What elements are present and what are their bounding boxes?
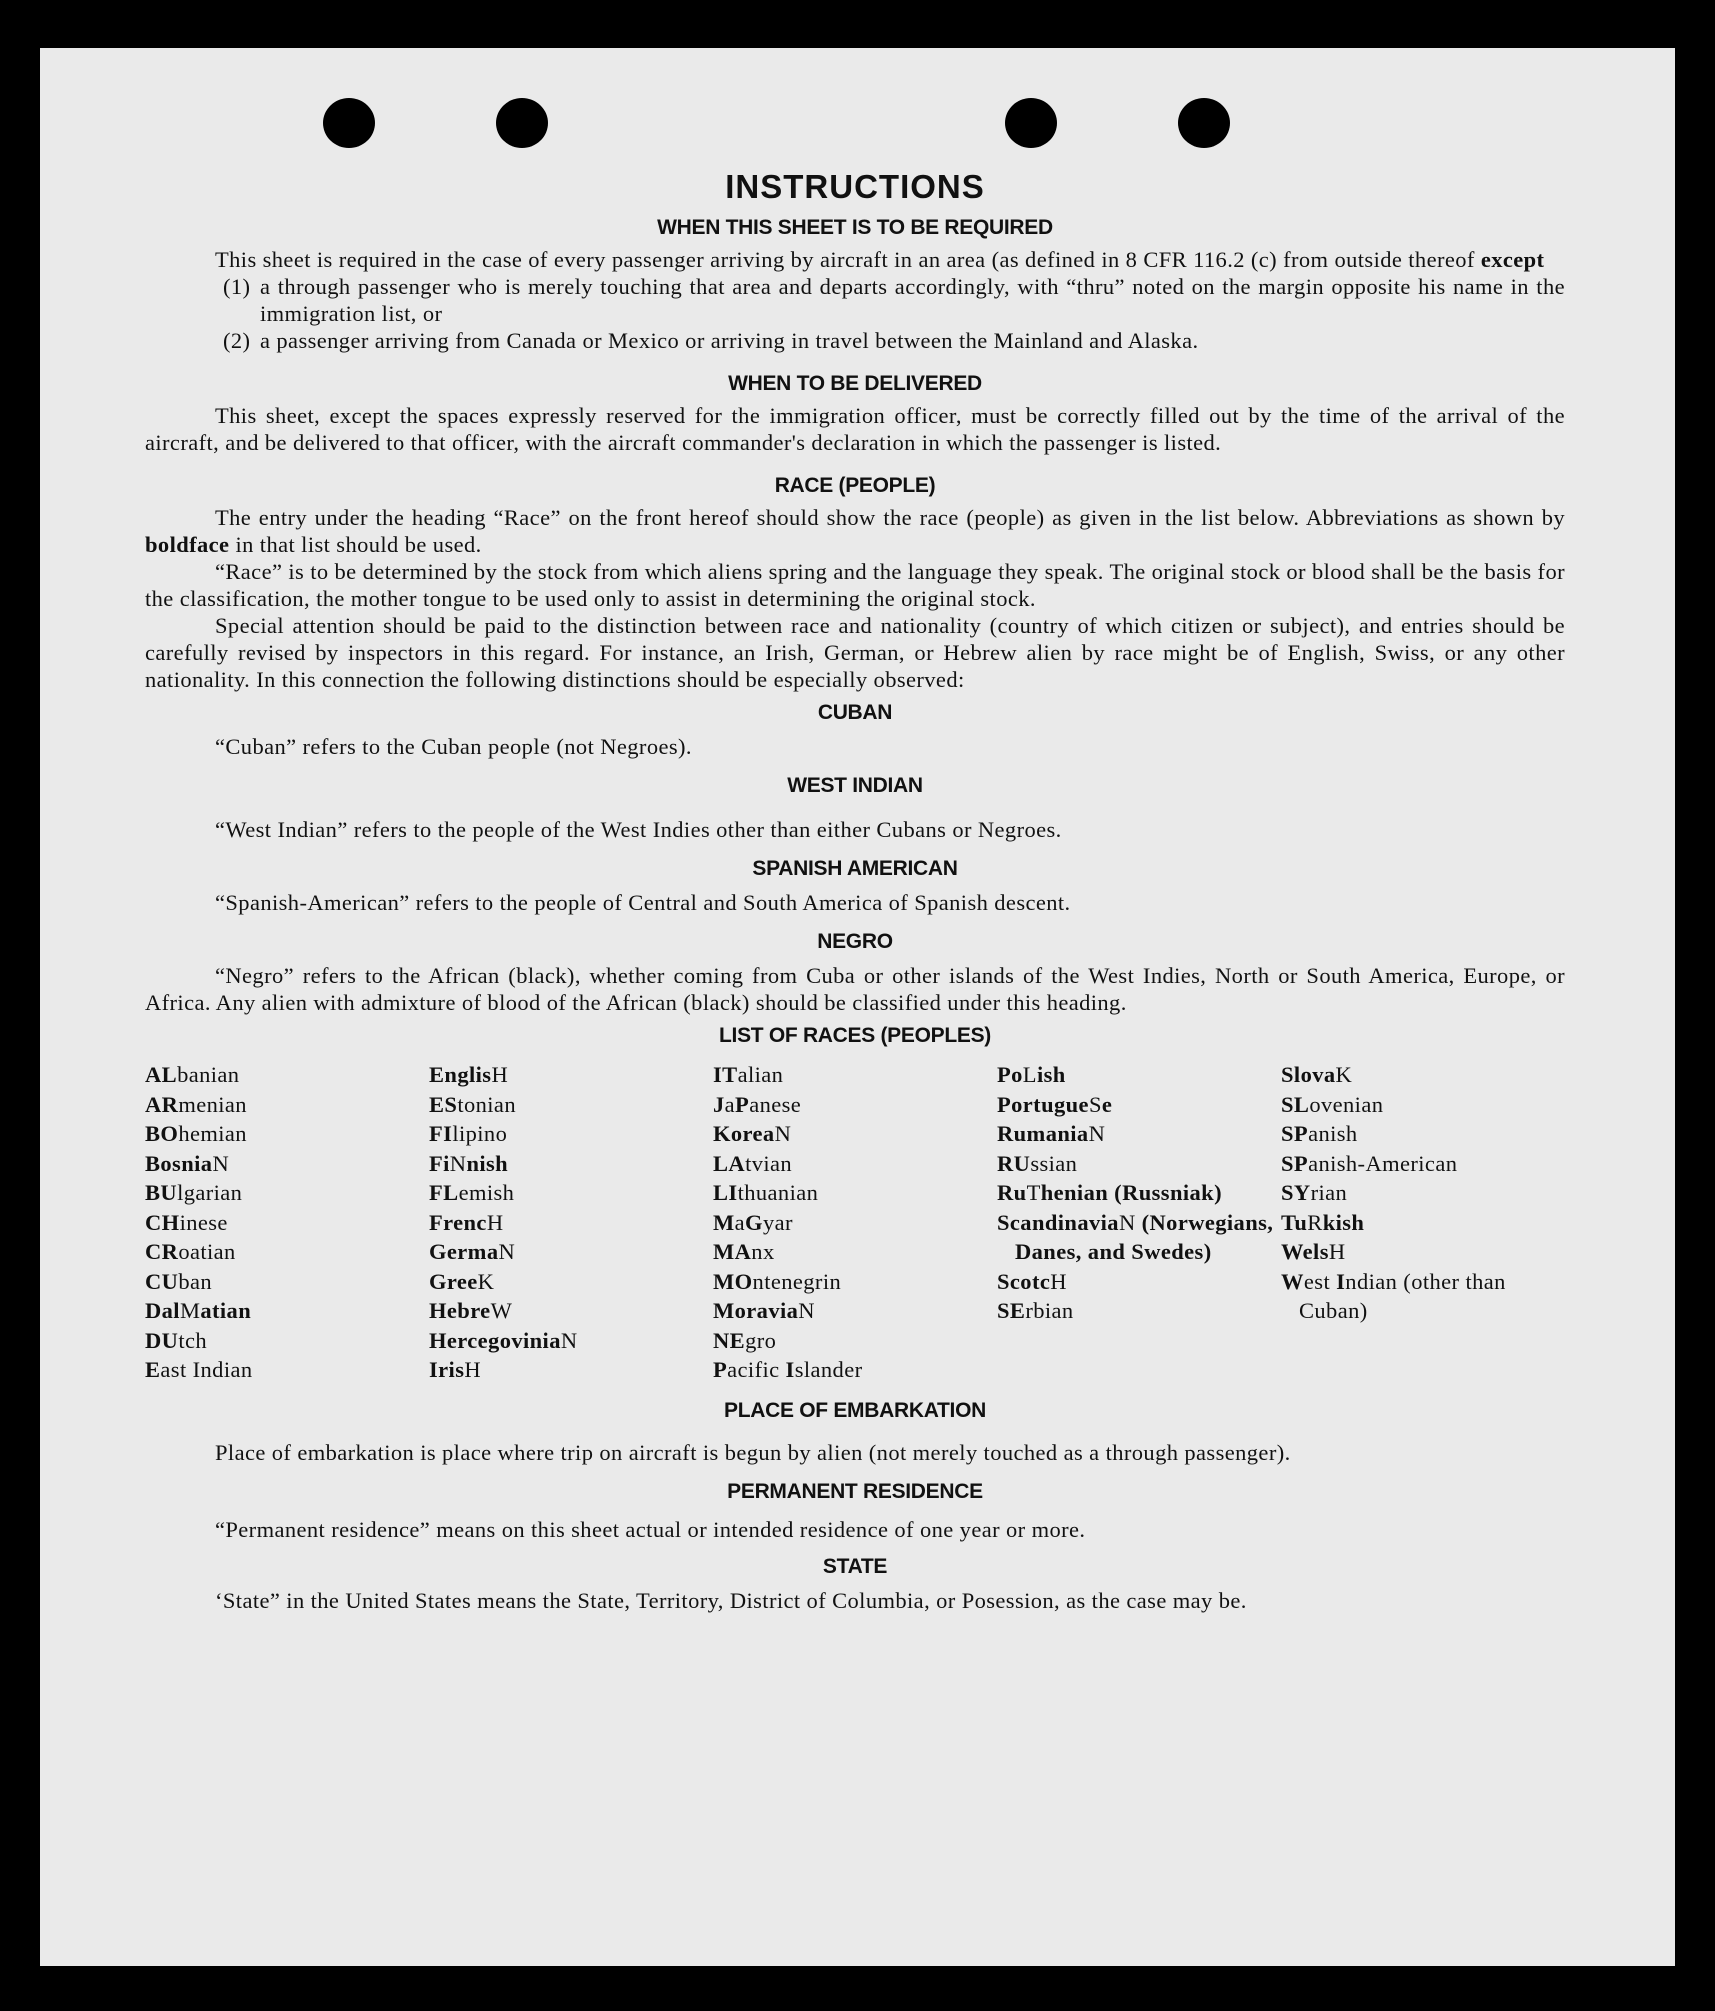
west-indian-text: “West Indian” refers to the people of the West Indies other than either Cubans or Negroes. xyxy=(215,817,1062,842)
race-list-item: TuRkish xyxy=(1281,1209,1365,1235)
race-list-item: SLovenian xyxy=(1281,1091,1384,1117)
instructions-content xyxy=(145,168,1565,1614)
race-list-item: LAtvian xyxy=(713,1150,793,1176)
punch-hole xyxy=(323,98,375,148)
race-list-item: West Indian (other than Cuban) xyxy=(1281,1268,1506,1323)
heading-embarkation: PLACE OF EMBARKATION xyxy=(724,1398,986,1422)
punch-hole xyxy=(1005,98,1057,148)
race-list-item: DalMatian xyxy=(145,1298,252,1323)
race-list-item: MaGyar xyxy=(713,1209,793,1235)
race-list-item: DUtch xyxy=(145,1327,208,1353)
heading-west-indian: WEST INDIAN xyxy=(787,774,923,797)
heading-list-of-races: LIST OF RACES (PEOPLES) xyxy=(719,1024,991,1047)
when-required-intro: This sheet is required in the case of every passenger arriving by aircraft in an area (as defined in 8 CFR 116.2 (c) from outside thereof except xyxy=(215,247,1545,272)
race-list-item: MAnx xyxy=(713,1239,775,1264)
race-list-item: PortugueSe xyxy=(997,1091,1113,1117)
race-list-item: BosniaN xyxy=(145,1150,230,1176)
exception-item-2: (2) a passenger arriving from Canada or Mexico or arriving in travel between the Mainland and Alaska. xyxy=(223,328,1199,353)
race-list-item: HercegoviniaN xyxy=(429,1327,578,1353)
race-paragraph-2: “Race” is to be determined by the stock from which aliens spring and the language they speak. The original stock or blood shall be the basis for the classification, the mother tongue to be used only to assist in determining the original stock. xyxy=(145,559,1565,611)
race-list-item: LIthuanian xyxy=(713,1180,819,1205)
spanish-american-text: “Spanish-American” refers to the people of Central and South America of Spanish descent. xyxy=(215,890,1071,915)
page-title: INSTRUCTIONS xyxy=(725,168,985,205)
race-list-item: IrisH xyxy=(429,1357,482,1382)
race-list-item: GreeK xyxy=(429,1268,495,1294)
exception-item-1: (1) a through passenger who is merely touching that area and departs accordingly, with “thru” noted on the margin opposite his name in the immigration list, or xyxy=(223,274,1565,326)
heading-state: STATE xyxy=(822,1554,888,1578)
race-column xyxy=(1281,1060,1565,1385)
heading-when-delivered: WHEN TO BE DELIVERED xyxy=(728,372,982,395)
race-paragraph-3: Special attention should be paid to the distinction between race and nationality (country of which citizen or subject), and entries should be carefully revised by inspectors in this regard. For instance, an Irish, German, or Hebrew alien by race might be of English, Swiss, or any other nationality. In this connection the following distinctions should be especially observed: xyxy=(145,613,1565,692)
race-list-item: HebreW xyxy=(429,1298,513,1323)
race-list-item: KoreaN xyxy=(713,1121,792,1146)
negro-text: “Negro” refers to the African (black), whether coming from Cuba or other islands of the West Indies, North or South America, Europe, or Africa. Any alien with admixture of blood of the African (black) should be classified under this heading. xyxy=(145,963,1565,1015)
when-delivered-text: This sheet, except the spaces expressly reserved for the immigration officer, must be correctly filled out by the time of the arrival of the aircraft, and be delivered to that officer, with the aircraft commander's declaration in which the passenger is listed. xyxy=(145,403,1565,455)
race-list-item: East Indian xyxy=(145,1357,253,1382)
race-list xyxy=(145,1060,1565,1385)
race-list-item: RUssian xyxy=(997,1150,1078,1176)
race-list-item: ARmenian xyxy=(145,1091,247,1117)
race-list-item: ScandinaviaN (Norwegians, Danes, and Swedes) xyxy=(997,1209,1274,1264)
race-list-item: SErbian xyxy=(997,1298,1074,1323)
race-list-item: GermaN xyxy=(429,1239,516,1264)
race-list-item: MoraviaN xyxy=(713,1298,815,1323)
heading-cuban: CUBAN xyxy=(817,701,893,724)
punch-hole xyxy=(1178,98,1230,148)
race-list-item: PoLish xyxy=(997,1062,1066,1087)
race-list-item: Pacific Islander xyxy=(713,1357,863,1382)
race-list-item: JaPanese xyxy=(713,1091,802,1117)
race-list-item: CHinese xyxy=(145,1209,228,1235)
race-list-item: MOntenegrin xyxy=(713,1268,842,1294)
race-list-item: EStonian xyxy=(429,1091,516,1117)
race-column xyxy=(713,1060,997,1385)
heading-spanish-american: SPANISH AMERICAN xyxy=(752,857,958,880)
race-list-item: RumaniaN xyxy=(997,1121,1106,1146)
heading-race: RACE (PEOPLE) xyxy=(774,474,936,497)
race-list-item: SYrian xyxy=(1281,1180,1348,1205)
heading-permanent-residence: PERMANENT RESIDENCE xyxy=(727,1479,983,1503)
race-list-item: SlovaK xyxy=(1281,1062,1353,1087)
race-list-item: CRoatian xyxy=(145,1239,236,1264)
state-text: ‘State” in the United States means the State, Territory, District of Columbia, or Posession, as the case may be. xyxy=(215,1587,1247,1613)
race-list-item: FrencH xyxy=(429,1209,504,1235)
permanent-residence-text: “Permanent residence” means on this sheet actual or intended residence of one year or more. xyxy=(215,1516,1086,1542)
race-list-item: CUban xyxy=(145,1268,212,1294)
race-list-item: BUlgarian xyxy=(145,1180,243,1205)
race-list-item: FIlipino xyxy=(429,1121,508,1146)
embarkation-text: Place of embarkation is place where trip on aircraft is begun by alien (not merely touched as a through passenger). xyxy=(215,1439,1291,1465)
race-list-item: WelsH xyxy=(1281,1239,1346,1264)
race-column xyxy=(997,1060,1281,1385)
race-column xyxy=(429,1060,713,1385)
race-list-item: ITalian xyxy=(713,1062,784,1087)
race-column xyxy=(145,1060,429,1385)
race-list-item: NEgro xyxy=(713,1327,777,1353)
document-page xyxy=(40,48,1675,1966)
heading-negro: NEGRO xyxy=(817,930,893,953)
punch-hole xyxy=(496,98,548,148)
heading-when-required: WHEN THIS SHEET IS TO BE REQUIRED xyxy=(657,216,1053,239)
cuban-text: “Cuban” refers to the Cuban people (not Negroes). xyxy=(215,734,692,759)
race-list-item: FiNnish xyxy=(429,1150,509,1176)
race-list-item: BOhemian xyxy=(145,1121,247,1146)
race-list-item: EnglisH xyxy=(429,1062,509,1087)
race-list-item: SPanish xyxy=(1281,1121,1358,1146)
race-list-item: SPanish-American xyxy=(1281,1150,1458,1176)
race-list-item: RuThenian (Russniak) xyxy=(997,1180,1222,1205)
race-list-item: ScotcH xyxy=(997,1268,1067,1294)
race-paragraph-1: The entry under the heading “Race” on the front hereof should show the race (people) as given in the list below. Abbreviations as shown by boldface in that list should be used. xyxy=(145,505,1565,557)
race-list-item: FLemish xyxy=(429,1180,515,1205)
race-list-item: ALbanian xyxy=(145,1062,240,1087)
